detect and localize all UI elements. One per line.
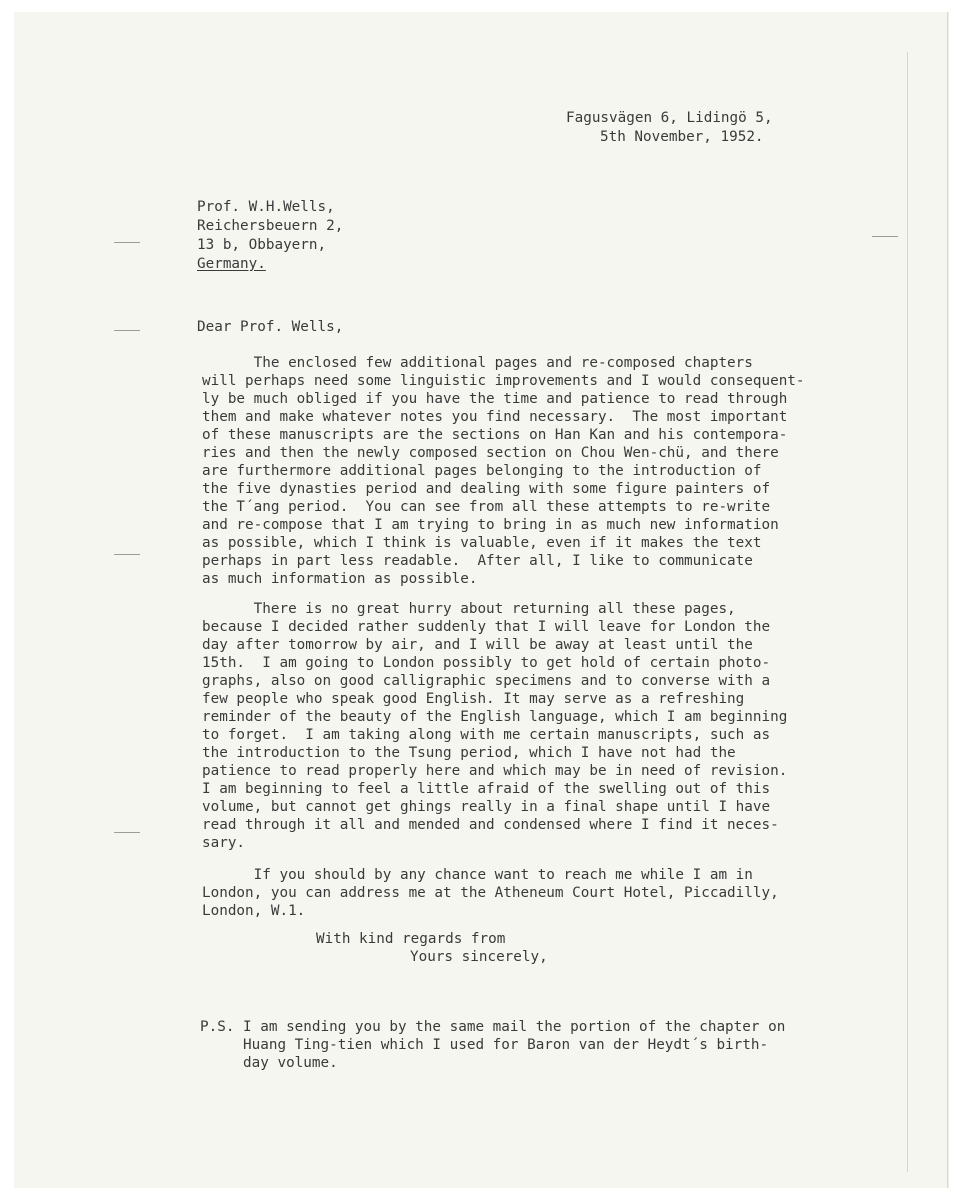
- text-line: day volume.: [200, 1055, 338, 1071]
- recipient-name: Prof. W.H.Wells,: [197, 199, 335, 215]
- text-line: the five dynasties period and dealing with some figure painters of: [202, 481, 771, 497]
- text-line: P.S. I am sending you by the same mail the portion of the chapter on: [200, 1019, 786, 1035]
- text-line: are furthermore additional pages belonging to the introduction of: [202, 463, 762, 479]
- text-line: sary.: [202, 835, 246, 851]
- text-line: patience to read properly here and which may be in need of revision.: [202, 763, 788, 779]
- text-line: as possible, which I think is valuable, even if it makes the text: [202, 535, 762, 551]
- recipient-address-line: 13 b, Obbayern,: [197, 237, 327, 253]
- text-line: volume, but cannot get ghings really in a final shape until I have: [202, 799, 771, 815]
- text-line: There is no great hurry about returning all these pages,: [202, 601, 736, 617]
- recipient-country: Germany.: [197, 256, 266, 272]
- text-line: London, W.1.: [202, 903, 306, 919]
- text-line: graphs, also on good calligraphic specimens and to converse with a: [202, 673, 771, 689]
- text-line: ly be much obliged if you have the time and patience to read through: [202, 391, 788, 407]
- letter-date: 5th November, 1952.: [600, 129, 764, 145]
- margin-mark: [114, 242, 140, 243]
- text-line: to forget. I am taking along with me certain manuscripts, such as: [202, 727, 771, 743]
- text-line: If you should by any chance want to reach me while I am in: [202, 867, 753, 883]
- text-line: them and make whatever notes you find necessary. The most important: [202, 409, 788, 425]
- text-line: the T´ang period. You can see from all these attempts to re-write: [202, 499, 771, 515]
- text-line: day after tomorrow by air, and I will be away at least until the: [202, 637, 753, 653]
- text-line: London, you can address me at the Atheneum Court Hotel, Piccadilly,: [202, 885, 779, 901]
- margin-mark: [114, 832, 140, 833]
- margin-mark: [114, 330, 140, 331]
- closing-signoff: Yours sincerely,: [410, 949, 548, 965]
- page-fold-line: [907, 52, 908, 1172]
- text-line: as much information as possible.: [202, 571, 478, 587]
- text-line: ries and then the newly composed section on Chou Wen-chü, and there: [202, 445, 779, 461]
- text-line: 15th. I am going to London possibly to get hold of certain photo-: [202, 655, 771, 671]
- sender-address-line: Fagusvägen 6, Lidingö 5,: [566, 110, 773, 126]
- text-line: The enclosed few additional pages and re-composed chapters: [202, 355, 753, 371]
- text-line: the introduction to the Tsung period, which I have not had the: [202, 745, 736, 761]
- salutation: Dear Prof. Wells,: [197, 319, 344, 335]
- text-line: I am beginning to feel a little afraid of the swelling out of this: [202, 781, 771, 797]
- letter-page: [14, 12, 948, 1188]
- text-line: reminder of the beauty of the English language, which I am beginning: [202, 709, 788, 725]
- text-line: perhaps in part less readable. After all, I like to communicate: [202, 553, 753, 569]
- text-line: and re-compose that I am trying to bring in as much new information: [202, 517, 779, 533]
- margin-mark: [114, 554, 140, 555]
- text-line: of these manuscripts are the sections on Han Kan and his contempora-: [202, 427, 788, 443]
- text-line: will perhaps need some linguistic improvements and I would consequent-: [202, 373, 805, 389]
- recipient-address-line: Reichersbeuern 2,: [197, 218, 344, 234]
- text-line: few people who speak good English. It may serve as a refreshing: [202, 691, 745, 707]
- margin-mark: [872, 236, 898, 237]
- text-line: read through it all and mended and condensed where I find it neces-: [202, 817, 779, 833]
- closing-line: With kind regards from: [316, 931, 506, 947]
- text-line: because I decided rather suddenly that I will leave for London the: [202, 619, 771, 635]
- text-line: Huang Ting-tien which I used for Baron van der Heydt´s birth-: [200, 1037, 769, 1053]
